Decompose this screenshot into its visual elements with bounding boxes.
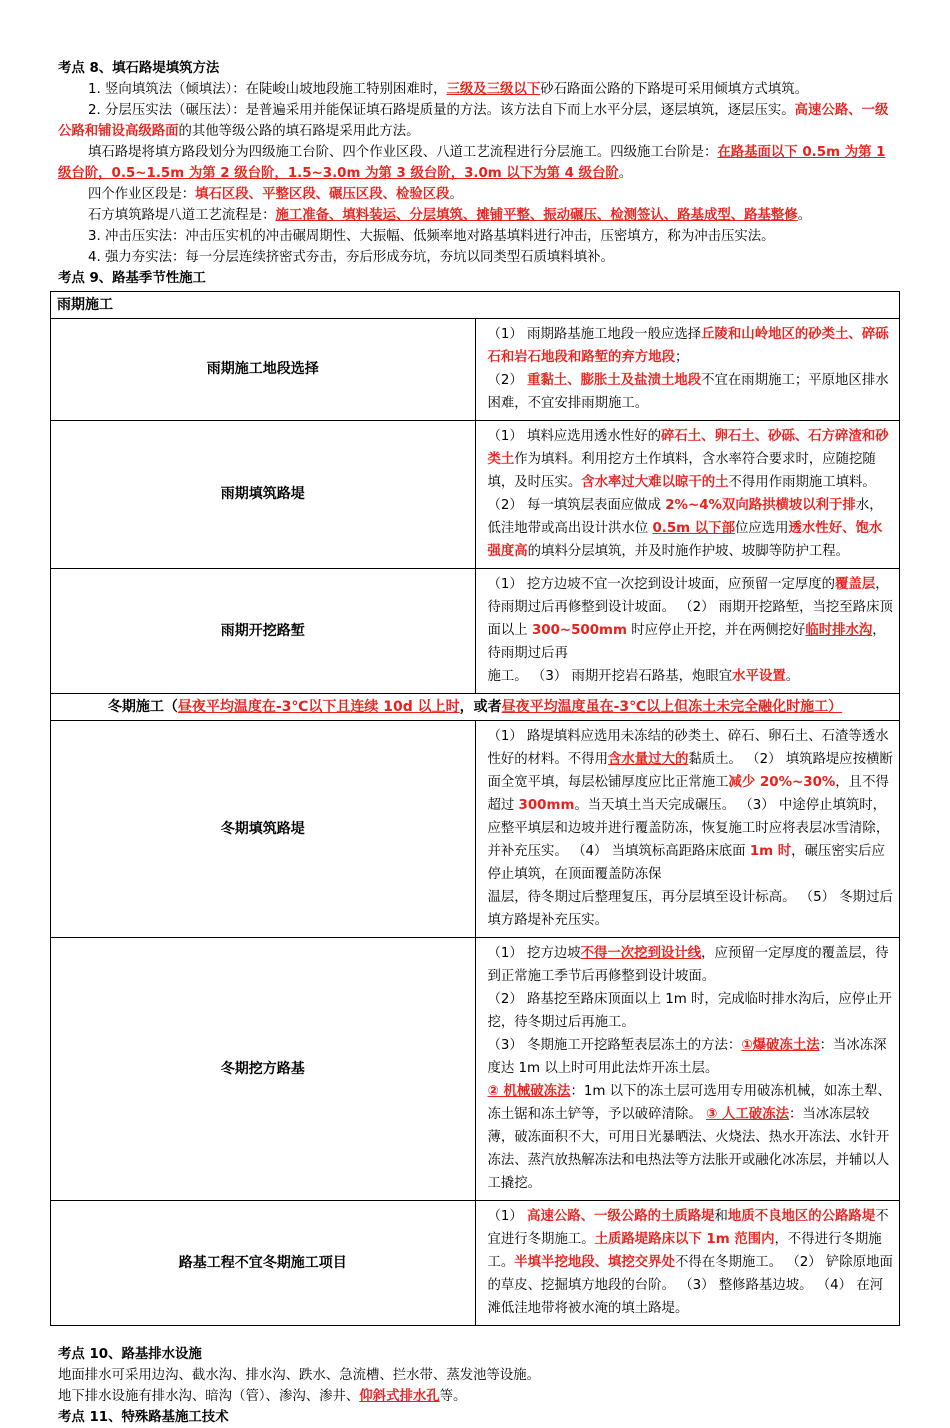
row-content: [475, 1201, 900, 1326]
text: （2） 每一填筑层表面应做成: [487, 498, 666, 513]
text: 2. 分层压实法（碾压法）：是普遍采用并能保证填石路堤质量的方法。该方法自下而上水平分层，逐层填筑，逐层压实。: [88, 103, 795, 118]
highlight-text: ③ 人工破冻法: [706, 1107, 789, 1122]
section8-paragraph-3: [58, 142, 896, 184]
highlight-text: ② 机械破冻法: [487, 1084, 571, 1099]
text: 不宜进行冬期施工。: [487, 1209, 889, 1247]
table-row: [51, 421, 900, 569]
table-row: [51, 694, 900, 721]
table-row: [51, 292, 900, 319]
highlight-text: 临时排水沟: [805, 623, 873, 638]
highlight-text: 土质路堤路床以下 1m 范围内: [594, 1232, 775, 1247]
highlight-text: 水平设置: [732, 669, 786, 684]
text: 位应选用: [734, 521, 789, 536]
highlight-text: 透水性好、饱水强度高: [487, 521, 883, 559]
highlight-text: 300~500mm: [531, 623, 627, 638]
row-label: 雨期填筑路堤: [51, 421, 476, 569]
highlight-text: 不得一次挖到设计线: [580, 946, 702, 961]
text: 填石路堤将填方路段划分为四级施工台阶、四个作业区段、八道工艺流程进行分层施工。四级施工台阶是：: [88, 145, 718, 160]
row-label: 冬期填筑路堤: [51, 721, 476, 938]
text: ：当冰冻层较薄，破冻面积不大，可用日光暴晒法、火烧法、热水开冻法、水针开冻法、蒸汽放热解冻法和电热法等方法胀开或融化冰冻层，并辅以人工撬挖。: [487, 1107, 890, 1191]
text: （1）: [487, 1209, 528, 1224]
highlight-text: 高速公路、一级公路和铺设高级路面: [58, 103, 889, 139]
text: 和: [714, 1209, 728, 1224]
text: 冬期施工（: [107, 699, 178, 715]
section10-title: 考点 10、路基排水设施: [58, 1347, 202, 1362]
text: 不宜在雨期施工；平原地区排水困难，不宜安排雨期施工。: [487, 373, 889, 411]
highlight-text: 昼夜平均温度虽在-3℃以上但冻土未完全融化时施工）: [501, 699, 843, 715]
highlight-text: 昼夜平均温度在-3℃以下且连续 10d 以上时: [177, 699, 460, 715]
section11-title: 考点 11、特殊路基施工技术: [58, 1410, 229, 1425]
row-content: [475, 938, 900, 1201]
text: （1） 挖方边坡: [487, 946, 581, 961]
text: 。: [785, 669, 800, 684]
highlight-text: 在路基面以下 0.5m 为第 1 级台阶，0.5~1.5m 为第 2 级台阶，1.5~3.0m 为第 3 级台阶，3.0m 以下为第 4 级台阶: [58, 145, 886, 181]
highlight-text: 半填半挖地段、填挖交界处: [514, 1255, 675, 1270]
highlight-text: 2%~4%双向路拱横坡以利于排: [665, 498, 856, 513]
table-row: [51, 1201, 900, 1326]
section8-paragraph-6: 3. 冲击压实法：冲击压实机的冲击碾周期性、大振幅、低频率地对路基填料进行冲击，压密填方，称为冲击压实法。: [88, 229, 775, 244]
text: （1） 填料应选用透水性好的: [487, 429, 661, 444]
highlight-text: 三级及三级以下: [446, 82, 541, 97]
text: ，待雨期过后再修整到设计坡面。 （2） 雨期开挖路堑，当挖至路床顶面以上: [487, 577, 893, 638]
text: 不得在冬期施工。 （2） 铲除原地面的草皮、挖掘填方地段的台阶。 （3） 整修路基边坡。 （4） 在河滩低洼地带将被水淹的填土路堤。: [487, 1255, 893, 1316]
text: 1. 竖向填筑法（倾填法）：在陡峻山坡地段施工特别困难时，: [88, 82, 447, 97]
text: 的其他等级公路的填石路堤采用此方法。: [178, 124, 420, 139]
text: （1） 雨期路基施工地段一般应选择: [487, 327, 702, 342]
text: 石方填筑路堤八道工艺流程是：: [88, 208, 276, 223]
highlight-text: 丘陵和山岭地区的砂类土、碎砾石和岩石地段和路堑的弃方地段: [487, 327, 889, 365]
text: ：当冰冻深度达 1m 以上时可用此法炸开冻土层。: [487, 1038, 887, 1076]
table-row: [51, 319, 900, 421]
table-row: [51, 721, 900, 938]
text: （3） 冬期施工开挖路堑表层冻土的方法：: [487, 1038, 742, 1053]
row-label: 路基工程不宜冬期施工项目: [51, 1201, 476, 1326]
row-label: 冬期挖方路基: [51, 938, 476, 1201]
text: 施工。 （3） 雨期开挖岩石路基，炮眼宜: [487, 669, 733, 684]
text: （2） 路基挖至路床顶面以上 1m 时，完成临时排水沟后，应停止开挖，待冬期过后再施工。: [487, 992, 892, 1030]
text: 黏质土。 （2） 填筑路堤应按横断面全宽平填，每层松铺厚度应比正常施工: [487, 752, 893, 790]
text: ，且不得超过: [487, 775, 889, 813]
row-content: [475, 569, 900, 694]
text: 。: [797, 208, 812, 223]
text: ：1m 以下的冻土层可选用专用破冻机械，如冻土犁、冻土锯和冻土铲等，予以破碎清除。: [487, 1084, 891, 1122]
highlight-text: 含水率过大难以晾干的土: [581, 475, 729, 490]
highlight-text: 填石区段、平整区段、碾压区段、检验区段: [195, 187, 450, 202]
section10-paragraph-2: [58, 1386, 896, 1407]
text: 。: [618, 166, 633, 181]
highlight-text: 减少 20%~30%: [728, 775, 836, 790]
rainy-header: 雨期施工: [51, 292, 900, 319]
text: 砂石路面公路的下路堤可采用倾填方式填筑。: [540, 82, 809, 97]
text: 的填料分层填筑，并及时施作护坡、坡脚等防护工程。: [527, 544, 850, 559]
highlight-text: 仰斜式排水孔: [359, 1389, 440, 1404]
winter-header: [51, 694, 900, 721]
text: （1） 路堤填料应选用未冻结的砂类土、碎石、卵石土、石渣等透水性好的材料。不得用: [487, 729, 889, 767]
text: ；: [674, 350, 689, 365]
text: 。当天填土当天完成碾压。 （3） 中途停止填筑时，应整平填层和边坡并进行覆盖防冻，恢复施工时应将表层冰雪清除，并补充压实。 （4） 当填筑标高距路床底面: [487, 798, 890, 859]
section8-paragraph-7: 4. 强力夯实法：每一分层连续挤密式夯击，夯后形成夯坑，夯坑以同类型石质填料填补。: [88, 250, 614, 265]
section8-paragraph-4: [58, 184, 896, 205]
section8-paragraph-1: [58, 79, 896, 100]
highlight-text: ①爆破冻土法: [741, 1038, 820, 1053]
highlight-text: 覆盖层: [835, 577, 876, 592]
text: 时应停止开挖，并在两侧挖好: [626, 623, 806, 638]
row-content: [475, 421, 900, 569]
table-row: [51, 569, 900, 694]
highlight-text: 高速公路、一级公路的土质路堤: [527, 1209, 715, 1224]
text: （2）: [487, 373, 528, 388]
row-label: 雨期开挖路堑: [51, 569, 476, 694]
highlight-text: 含水量过大的: [608, 752, 689, 767]
text: 水，低洼地带或高出设计洪水位: [487, 498, 883, 536]
section8-paragraph-5: [58, 205, 896, 226]
highlight-text: 重黏土、膨胀土及盐渍土地段: [527, 373, 702, 388]
text: ，或者: [459, 699, 502, 715]
text: （1） 挖方边坡不宜一次挖到设计坡面，应预留一定厚度的: [487, 577, 836, 592]
highlight-text: 0.5m 以下部: [652, 521, 735, 536]
highlight-text: 碎石土、卵石土、砂砾、石方碎渣和砂类土: [487, 429, 889, 467]
highlight-text: 300mm: [518, 798, 575, 813]
text: ，不得进行冬期施工。: [487, 1232, 882, 1270]
text: ，待雨期过后再: [487, 623, 886, 661]
section8-title: 考点 8、填石路堤填筑方法: [58, 61, 220, 76]
text: 温层，待冬期过后整理复压，再分层填至设计标高。 （5） 冬期过后填方路堤补充压实。: [487, 890, 893, 928]
text: 不得用作雨期施工填料。: [728, 475, 876, 490]
section8-paragraph-2: [58, 100, 896, 142]
row-label: 雨期施工地段选择: [51, 319, 476, 421]
text: 等。: [439, 1389, 467, 1404]
text: ，应预留一定厚度的覆盖层，待到正常施工季节后再修整到设计坡面。: [487, 946, 889, 984]
text: 四个作业区段是：: [88, 187, 196, 202]
text: 作为填料。利用挖方土作填料，含水率符合要求时，应随挖随填，及时压实。: [487, 452, 876, 490]
text: 。: [449, 187, 463, 202]
document-page: [58, 58, 896, 1428]
text: 地下排水设施有排水沟、暗沟（管）、渗沟、渗井、: [58, 1389, 360, 1404]
row-content: [475, 721, 900, 938]
section10-paragraph-1: 地面排水可采用边沟、截水沟、排水沟、跌水、急流槽、拦水带、蒸发池等设施。: [58, 1368, 541, 1383]
highlight-text: 1m 时: [749, 844, 792, 859]
highlight-text: 施工准备、填料装运、分层填筑、摊铺平整、振动碾压、检测签认、路基成型、路基整修: [275, 208, 798, 223]
highlight-text: 地质不良地区的公路路堤: [727, 1209, 876, 1224]
section9-title: 考点 9、路基季节性施工: [58, 271, 206, 286]
table-row: [51, 938, 900, 1201]
seasonal-construction-table: [50, 291, 900, 1326]
text: ，碾压密实后应停止填筑，在顶面覆盖防冻保: [487, 844, 885, 882]
row-content: [475, 319, 900, 421]
